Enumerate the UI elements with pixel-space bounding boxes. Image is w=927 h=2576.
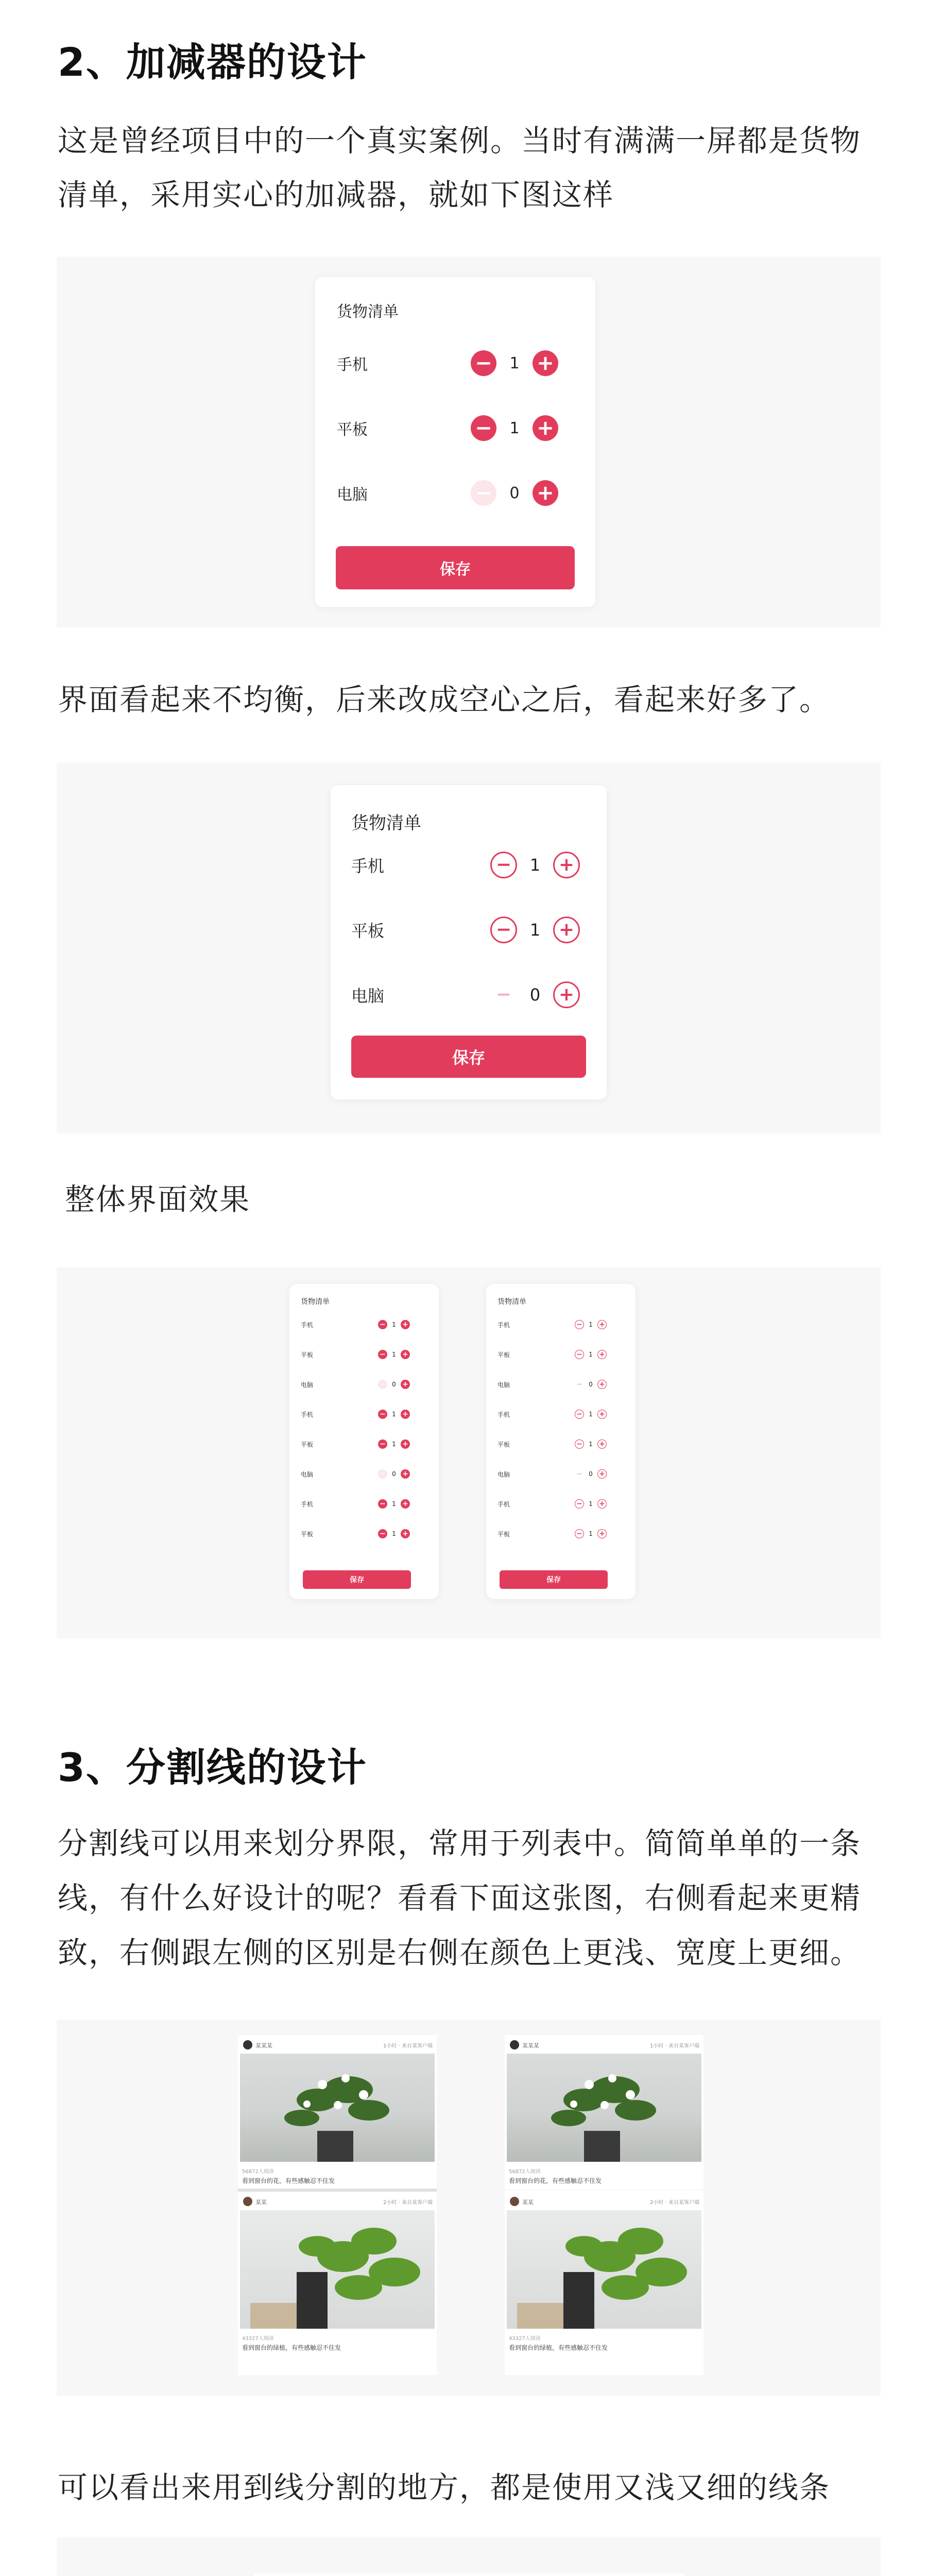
cart-row [301,1467,427,1481]
cart-row-phone [337,345,574,381]
feed-divider-figure [57,2020,881,2396]
qty-value: 1 [529,920,541,940]
feed-right [505,2035,703,2375]
feed-left [238,2035,437,2375]
read-count: 56872人阅读 [242,2169,274,2175]
qty-value: 1 [392,1351,396,1358]
plus-button[interactable]: + [597,1469,607,1479]
username: 某某某 [522,2042,539,2049]
qty-value: 1 [529,855,541,875]
cart-row-computer [337,475,574,511]
avatar [243,2197,252,2206]
post-caption: 看到窗台的绿植，有些感触忍不住发 [509,2344,608,2351]
item-name: 电脑 [497,1470,510,1478]
phone-solid-full [289,1284,439,1599]
qty-value: 1 [589,1321,593,1328]
avatar [243,2040,252,2049]
read-count: 56872人阅读 [509,2169,541,2175]
cart-row [497,1318,624,1331]
qty-value: 1 [392,1440,396,1448]
minus-button[interactable]: − [575,1380,584,1389]
item-name: 平板 [497,1351,510,1359]
qty-value: 0 [529,985,541,1005]
cart-card-solid [315,277,595,607]
cart-row [497,1497,624,1511]
post-meta: 2小时 · 来自某客户端 [383,2200,433,2206]
item-name: 手机 [497,1321,510,1329]
cart-row [301,1527,427,1540]
menu-divider-figure [57,2537,881,2576]
qty-value: 1 [589,1440,593,1448]
read-count: 43327人阅读 [509,2336,541,2342]
overall-effect-figure [57,1267,881,1638]
post-caption: 看到窗台的花，有些感触忍不住发 [242,2177,335,2184]
minus-button[interactable]: − [575,1469,584,1479]
minus-button-disabled[interactable]: − [471,480,496,506]
cart-row [301,1437,427,1451]
item-name: 手机 [351,856,385,876]
plus-button[interactable]: + [401,1499,410,1509]
item-name: 平板 [497,1440,510,1448]
paragraph-divider-line2: 线，有什么好设计的呢？看看下面这张图，右侧看起来更精 [58,1880,862,1916]
cart-row [301,1348,427,1361]
cart-row [497,1527,624,1540]
paragraph-divider-line3: 致，右侧跟左侧的区别是右侧在颜色上更浅、宽度上更细。 [58,1935,862,1970]
plus-button[interactable]: + [597,1380,607,1389]
plus-button[interactable]: + [597,1320,607,1329]
phone-hollow-full [486,1284,636,1599]
minus-button[interactable]: − [378,1320,387,1329]
minus-button[interactable]: − [471,415,496,441]
plus-button[interactable]: + [553,981,580,1008]
post-meta: 1小时 · 来自某客户端 [650,2043,699,2049]
qty-value: 0 [392,1470,396,1478]
minus-button[interactable]: − [378,1499,387,1509]
cart-title: 货物清单 [337,303,399,321]
cart-row [301,1318,427,1331]
minus-button[interactable]: − [490,852,517,878]
qty-value: 0 [509,484,520,502]
plus-button[interactable]: + [597,1499,607,1509]
minus-button[interactable]: − [471,350,496,376]
minus-button[interactable]: − [378,1410,387,1419]
plus-button[interactable]: + [401,1350,410,1359]
qty-value: 1 [509,354,520,372]
paragraph-intro-line2: 清单，采用实心的加减器，就如下图这样 [58,177,614,212]
item-name: 电脑 [351,986,385,1006]
qty-value: 1 [392,1500,396,1507]
username: 某某 [255,2199,267,2206]
post-meta: 2小时 · 来自某客户端 [650,2200,699,2206]
item-name: 电脑 [497,1381,510,1388]
settings-menu [253,2573,684,2576]
post-caption: 看到窗台的绿植，有些感触忍不住发 [242,2344,341,2351]
minus-button[interactable]: − [575,1410,584,1419]
plus-button[interactable]: + [597,1439,607,1449]
qty-value: 0 [589,1381,593,1388]
plus-button[interactable]: + [553,917,580,943]
save-button[interactable]: 保存 [303,1570,411,1589]
post-image [240,2054,435,2162]
qty-value: 1 [589,1500,593,1507]
item-name: 手机 [301,1500,314,1508]
item-name: 平板 [497,1530,510,1538]
cart-title: 货物清单 [301,1298,330,1306]
cart-title: 货物清单 [351,813,421,834]
plus-button[interactable]: + [401,1410,410,1419]
avatar [510,2040,519,2049]
paragraph-divider-line1: 分割线可以用来划分界限，常用于列表中。简简单单的一条 [58,1826,862,1861]
cart-row [301,1408,427,1421]
item-name: 平板 [301,1351,314,1359]
minus-button[interactable]: − [575,1320,584,1329]
minus-button[interactable]: − [575,1439,584,1449]
plus-button[interactable]: + [401,1439,410,1449]
plus-button[interactable]: + [401,1380,410,1389]
plus-button[interactable]: + [533,415,558,441]
divider-thick [238,2189,437,2192]
plus-button[interactable]: + [553,852,580,878]
plus-button[interactable]: + [401,1469,410,1479]
item-name: 平板 [301,1440,314,1448]
minus-button-disabled[interactable]: − [490,981,517,1008]
cart-row-phone [351,847,593,883]
read-count: 43327人阅读 [242,2336,274,2342]
cart-row [497,1378,624,1391]
minus-button[interactable]: − [378,1380,387,1389]
cart-title: 货物清单 [497,1298,526,1306]
plus-button[interactable]: + [401,1529,410,1538]
section-title-stepper: 2、加减器的设计 [58,39,367,85]
hollow-stepper-figure [57,762,881,1133]
minus-button[interactable]: − [575,1350,584,1359]
qty-value: 1 [589,1530,593,1537]
qty-value: 1 [392,1530,396,1537]
minus-button[interactable]: − [575,1499,584,1509]
qty-value: 1 [392,1321,396,1328]
cart-row [497,1408,624,1421]
item-name: 电脑 [301,1470,314,1478]
item-name: 电脑 [337,486,368,504]
qty-value: 1 [509,419,520,437]
item-name: 手机 [301,1411,314,1418]
minus-button[interactable]: − [378,1529,387,1538]
save-button[interactable]: 保存 [351,1036,586,1078]
paragraph-intro-line1: 这是曾经项目中的一个真实案例。当时有满满一屏都是货物 [58,123,862,158]
item-name: 电脑 [301,1381,314,1388]
item-name: 平板 [301,1530,314,1538]
paragraph-thin-lines: 可以看出来用到线分割的地方，都是使用又浅又细的线条 [58,2470,831,2505]
minus-button[interactable]: − [490,917,517,943]
qty-value: 1 [392,1411,396,1418]
item-name: 手机 [301,1321,314,1329]
cart-row-tablet [337,410,574,446]
item-name: 手机 [497,1500,510,1508]
post-image [240,2210,435,2329]
save-button[interactable]: 保存 [336,546,575,589]
minus-button[interactable]: − [378,1350,387,1359]
minus-button[interactable]: − [575,1529,584,1538]
item-name: 平板 [351,921,385,941]
cart-row [497,1348,624,1361]
plus-button[interactable]: + [597,1410,607,1419]
post-image [507,2054,701,2162]
qty-value: 1 [589,1411,593,1418]
cart-row [497,1467,624,1481]
qty-value: 1 [589,1351,593,1358]
paragraph-overall: 整体界面效果 [65,1182,251,1217]
minus-button[interactable]: − [378,1439,387,1449]
cart-row [497,1437,624,1451]
cart-row-tablet [351,912,593,948]
item-name: 手机 [337,356,368,374]
plus-button[interactable]: + [401,1320,410,1329]
paragraph-unbalanced: 界面看起来不均衡，后来改成空心之后，看起来好多了。 [58,682,831,717]
qty-value: 0 [589,1470,593,1478]
cart-card-hollow [331,785,607,1099]
save-button[interactable]: 保存 [500,1570,608,1589]
cart-row [301,1378,427,1391]
plus-button[interactable]: + [597,1529,607,1538]
plus-button[interactable]: + [533,350,558,376]
minus-button[interactable]: − [378,1469,387,1479]
post-caption: 看到窗台的花，有些感触忍不住发 [509,2177,602,2184]
qty-value: 0 [392,1381,396,1388]
plus-button[interactable]: + [533,480,558,506]
cart-row [301,1497,427,1511]
cart-row-computer [351,977,593,1013]
username: 某某 [522,2199,534,2206]
avatar [510,2197,519,2206]
menu-item-favorites[interactable] [253,2573,684,2576]
post-image [507,2210,701,2329]
post-meta: 1小时 · 来自某客户端 [383,2043,433,2049]
username: 某某某 [255,2042,272,2049]
section-title-divider: 3、分割线的设计 [58,1744,367,1790]
solid-stepper-figure [57,257,881,628]
plus-button[interactable]: + [597,1350,607,1359]
item-name: 手机 [497,1411,510,1418]
item-name: 平板 [337,421,368,439]
